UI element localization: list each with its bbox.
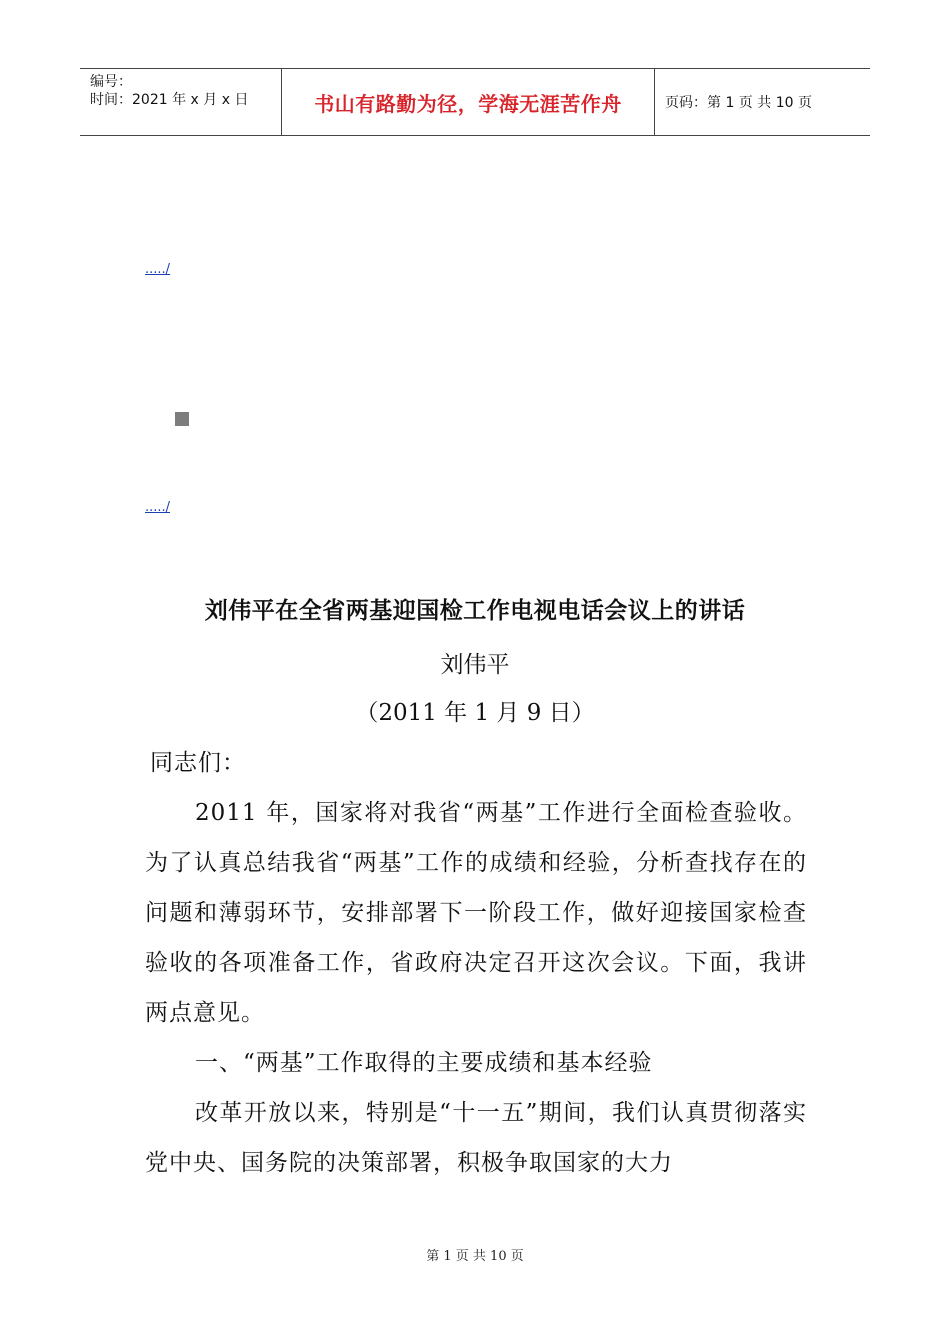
header-meta bbox=[80, 69, 282, 135]
page-header bbox=[80, 68, 870, 136]
link-bottom[interactable]: ...../ bbox=[145, 500, 171, 515]
page-footer: 第 1 页 共 10 页 bbox=[426, 1249, 524, 1264]
header-motto: 书山有路勤为径，学海无涯苦作舟 bbox=[282, 69, 655, 135]
document-date: （2011 年 1 月 9 日） bbox=[355, 700, 595, 726]
link-top[interactable]: ...../ bbox=[145, 262, 171, 277]
time-label: 时间：2021 年 x 月 x 日 bbox=[90, 92, 249, 108]
document-title: 刘伟平在全省两基迎国检工作电视电话会议上的讲话 bbox=[204, 597, 746, 624]
salutation: 同志们： bbox=[150, 750, 246, 776]
square-icon bbox=[175, 412, 189, 426]
header-page-info: 页码：第 1 页 共 10 页 bbox=[665, 95, 812, 111]
document-author: 刘伟平 bbox=[440, 652, 510, 678]
paragraph-1: 2011 年，国家将对我省“两基”工作进行全面检查验收。为了认真总结我省“两基”工作的成绩和经验，分析查找存在的问题和薄弱环节，安排部署下一阶段工作，做好迎接国家检查验收的各项准备工作，省政府决定召开这次会议。下面，我讲两点意见。 bbox=[145, 800, 807, 1026]
document-body bbox=[145, 738, 807, 1188]
section-heading: 一、“两基”工作取得的主要成绩和基本经验 bbox=[195, 1050, 653, 1076]
paragraph-2: 改革开放以来，特别是“十一五”期间，我们认真贯彻落实党中央、国务院的决策部署，积极争取国家的大力 bbox=[145, 1100, 807, 1176]
number-label: 编号： bbox=[90, 74, 132, 90]
